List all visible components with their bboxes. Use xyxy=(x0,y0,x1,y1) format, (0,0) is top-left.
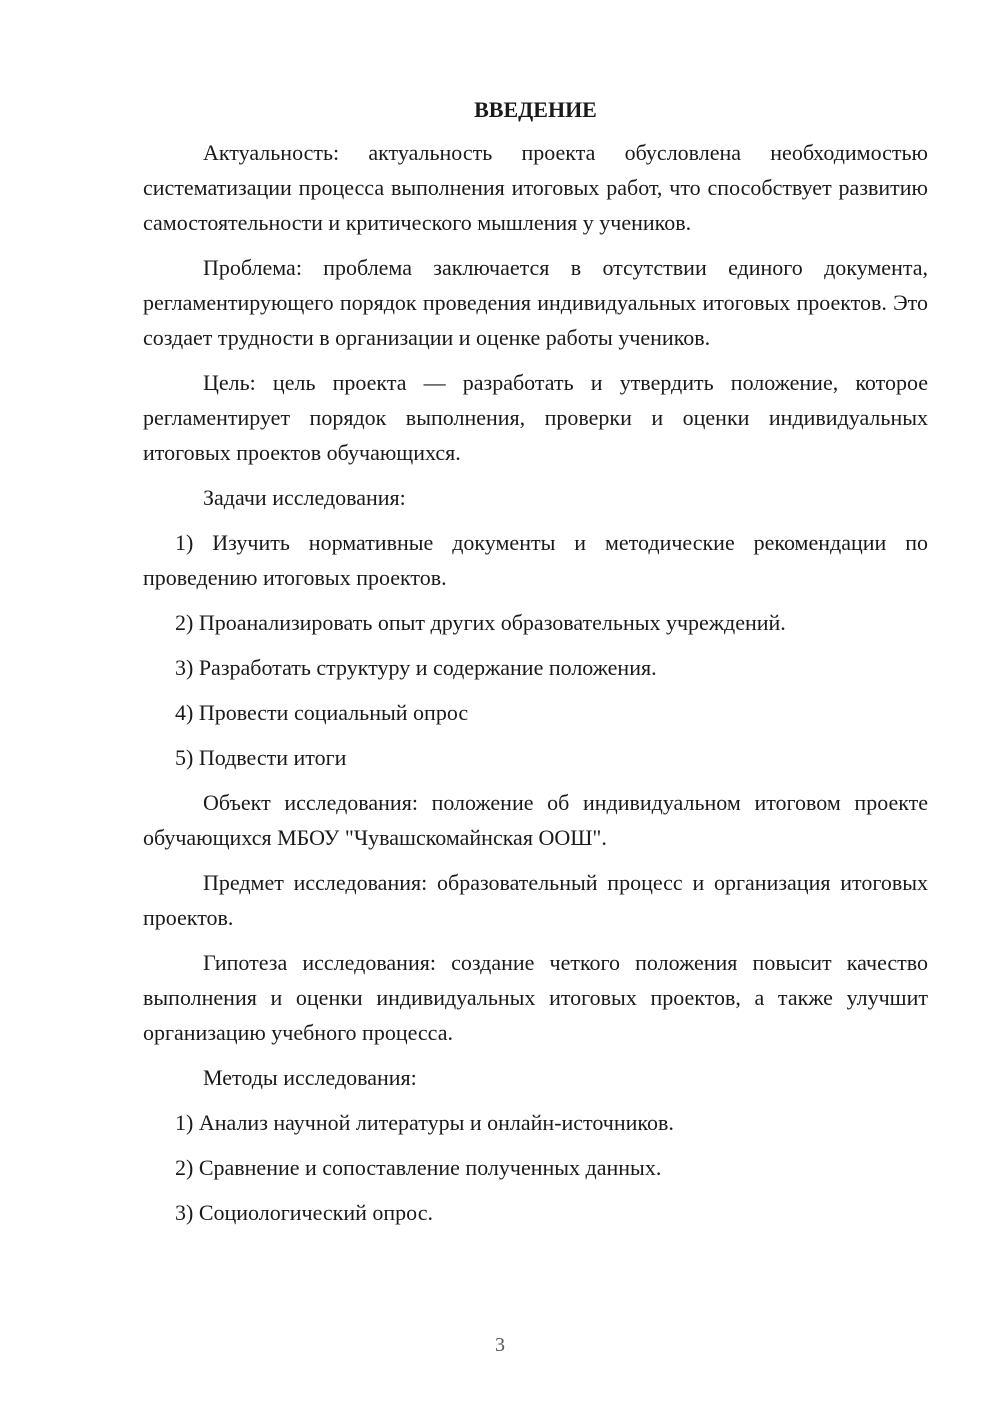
section-title: ВВЕДЕНИЕ xyxy=(474,97,597,122)
tasks-heading: Задачи исследования: xyxy=(203,485,406,510)
methods-heading: Методы исследования: xyxy=(203,1065,417,1090)
task-item: 5) Подвести итоги xyxy=(175,745,347,770)
task-item: 1) Изучить нормативные документы и методические рекомендации по проведению итоговых проектов. xyxy=(143,530,928,590)
hypothesis-paragraph: Гипотеза исследования: создание четкого положения повысит качество выполнения и оценки индивидуальных итоговых проектов, а также улучшит организацию учебного процесса. xyxy=(143,950,928,1045)
task-item: 4) Провести социальный опрос xyxy=(175,700,469,725)
subject-paragraph: Предмет исследования: образовательный процесс и организация итоговых проектов. xyxy=(143,870,928,930)
page-number: 3 xyxy=(495,1334,505,1356)
relevance-paragraph: Актуальность: актуальность проекта обусловлена необходимостью систематизации процесса выполнения итоговых работ, что способствует развитию самостоятельности и критического мышления у учеников. xyxy=(143,140,928,235)
method-item: 2) Сравнение и сопоставление полученных данных. xyxy=(175,1155,662,1180)
task-item: 3) Разработать структуру и содержание положения. xyxy=(175,655,657,680)
task-item: 2) Проанализировать опыт других образовательных учреждений. xyxy=(175,610,786,635)
method-item: 1) Анализ научной литературы и онлайн-источников. xyxy=(175,1110,674,1135)
problem-paragraph: Проблема: проблема заключается в отсутствии единого документа, регламентирующего порядок проведения индивидуальных итоговых проектов. Это создает трудности в организации и оценке работы учеников. xyxy=(143,255,928,350)
method-item: 3) Социологический опрос. xyxy=(175,1200,433,1225)
object-paragraph: Объект исследования: положение об индивидуальном итоговом проекте обучающихся МБОУ "Чувашскомайнская ООШ". xyxy=(143,790,928,850)
goal-paragraph: Цель: цель проекта — разработать и утвердить положение, которое регламентирует порядок выполнения, проверки и оценки индивидуальных итоговых проектов обучающихся. xyxy=(143,370,928,465)
page-content xyxy=(143,95,928,1240)
